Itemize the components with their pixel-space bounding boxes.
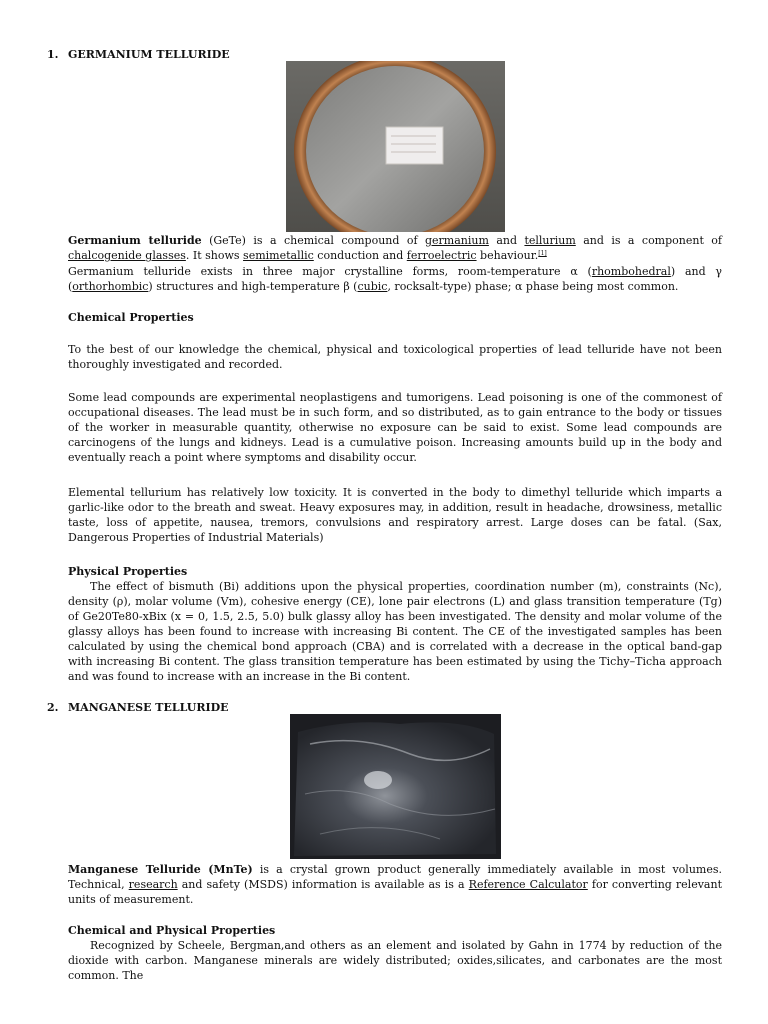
section-2-heading: 2. MANGANESE TELLURIDE <box>47 701 229 714</box>
chemical-physical-properties-heading: Chemical and Physical Properties <box>68 924 276 937</box>
chemical-properties-paragraph-2: Some lead compounds are experimental neoplastigens and tumorigens. Lead poisoning is one of the commonest of occupational diseases. The lead must be in such form, and so distributed, as to gain entrance to the body or tissues of the worker in measurable quantity, otherwise no exposure can be said to exist. Some lead compounds are carcinogens of the lungs and kidneys. Lead is a cumulative poison. Increasing amounts build up in the body and eventually reach a point where symptoms and disability occur. <box>68 391 722 464</box>
manganese-telluride-image <box>290 714 501 859</box>
chemical-physical-properties-paragraph: Recognized by Scheele, Bergman,and others as an element and isolated by Gahn in 1774 by reduction of the dioxide with carbon. Manganese minerals are widely distributed; oxides,silicates, and carbonates are the most common. The <box>68 939 722 982</box>
link-rhombohedral[interactable]: rhombohedral <box>591 265 671 278</box>
link-semimetallic[interactable]: semimetallic <box>243 249 314 262</box>
chemical-properties-paragraph-1: To the best of our knowledge the chemical, physical and toxicological properties of lead telluride have not been thoroughly investigated and recorded. <box>68 343 722 371</box>
crystalline-forms-paragraph: Germanium telluride exists in three major crystalline forms, room-temperature α (rhombohedral) and γ (orthorhombic) structures and high-temperature β (cubic, rocksalt-type) phase; α phase being most common. <box>68 265 723 293</box>
physical-properties-paragraph: The effect of bismuth (Bi) additions upon the physical properties, coordination number (m), constraints (Nc), density (ρ), molar volume (Vm), cohesive energy (CE), lone pair electrons (L) and glass transition temperature (Tg) of Ge20Te80-xBix (x = 0, 1.5, 2.5, 5.0) bulk glassy alloy has been investigated. The density and molar volume of the glassy alloys has been found to increase with increasing Bi content. The CE of the investigated samples has been calculated by using the chemical bond approach (CBA) and is correlated with a decrease in the optical band-gap with increasing Bi content. The glass transition temperature has been estimated by using the Tichy–Ticha approach and was found to increase with an increase in the Bi content. <box>68 580 722 683</box>
link-orthorhombic[interactable]: orthorhombic <box>72 280 149 293</box>
reference-link[interactable]: [1] <box>538 250 547 257</box>
link-chalcogenide-glasses[interactable]: chalcogenide glasses <box>68 249 186 262</box>
link-cubic[interactable]: cubic <box>357 280 388 293</box>
link-ferroelectric[interactable]: ferroelectric <box>406 249 477 262</box>
germanium-telluride-image <box>286 61 505 232</box>
chemical-properties-paragraph-3: Elemental tellurium has relatively low toxicity. It is converted in the body to dimethyl telluride which imparts a garlic-like odor to the breath and sweat. Heavy exposures may, in addition, result in headache, drowsiness, metallic taste, loss of appetite, nausea, tremors, convulsions and respiratory arrest. Large doses can be fatal. (Sax, Dangerous Properties of Industrial Materials) <box>68 486 722 544</box>
link-research[interactable]: research <box>128 878 178 891</box>
chemical-properties-heading: Chemical Properties <box>68 311 194 324</box>
manganese-telluride-intro: Manganese Telluride (MnTe) is a crystal grown product generally immediately available in most volumes. Technical, research and safety (MSDS) information is available as is a Reference Calculator for converting relevant units of measurement. <box>68 863 722 906</box>
germanium-telluride-intro: Germanium telluride (GeTe) is a chemical compound of germanium and tellurium and is a component of chalcogenide glasses. It shows semimetallic conduction and ferroelectric behaviour.[1] <box>68 234 723 262</box>
link-reference-calculator[interactable]: Reference Calculator <box>468 878 588 891</box>
link-germanium[interactable]: germanium <box>424 234 489 247</box>
section-1-heading: 1. GERMANIUM TELLURIDE <box>47 48 230 61</box>
physical-properties-heading: Physical Properties <box>68 565 188 578</box>
link-tellurium[interactable]: tellurium <box>524 234 576 247</box>
